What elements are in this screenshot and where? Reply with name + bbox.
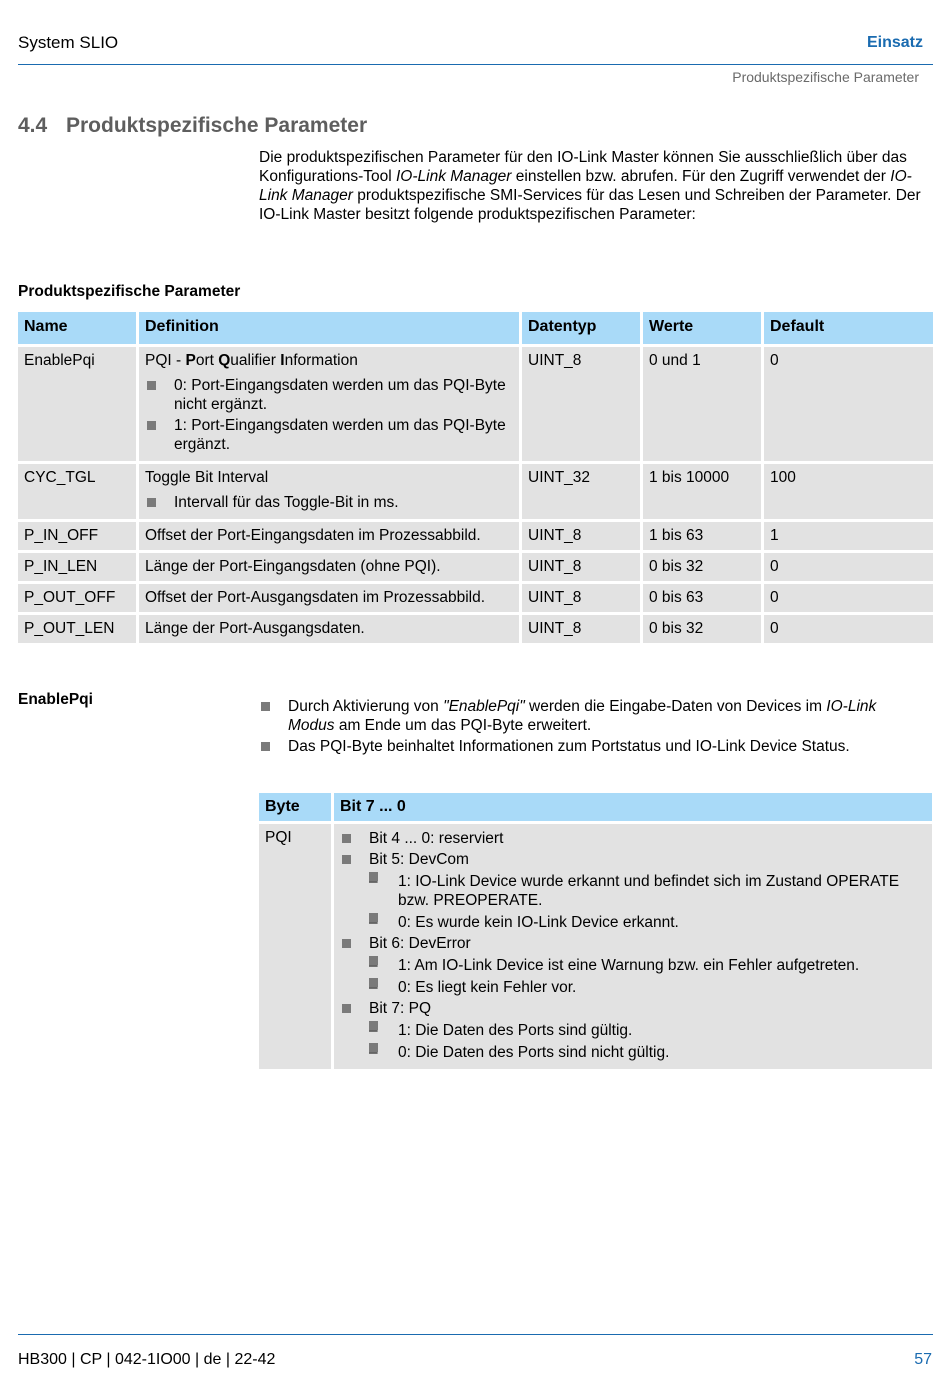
cell-default: 0 [764,347,933,461]
enablepqi-margin-label: EnablePqi [18,691,93,708]
cell-type: UINT_8 [522,553,640,581]
page-number: 57 [914,1351,932,1368]
header-chapter-title: Einsatz [866,34,923,51]
enablepqi-bullet-list [259,697,909,758]
table-row [18,615,933,643]
cell-values: 1 bis 63 [643,522,761,550]
cell-bits [334,824,932,1069]
intro-text-1: Die produktspezifischen Parameter für den IO-Link Master können Sie ausschließlich über das Konfigurations-Tool [259,149,907,185]
list-item: – 0: Es wurde kein IO-Link Device erkannt. [369,913,926,932]
header-product-name: System SLIO [18,33,119,52]
bullet-emphasis: "EnablePqi" [443,698,525,715]
list-item: – 1: IO-Link Device wurde erkannt und befindet sich im Zustand OPERATE bzw. PREOPERATE. [369,872,926,910]
definition-initial: Q [218,352,231,369]
bit-value-list [369,1021,926,1062]
definition-initial: I [280,352,285,369]
definition-text: ualifier [230,352,281,369]
cell-default: 0 [764,615,933,643]
definition-initial: P [185,352,196,369]
cell-values: 0 bis 63 [643,584,761,612]
cell-type: UINT_8 [522,347,640,461]
cell-default: 0 [764,584,933,612]
list-item [259,697,909,735]
list-item [340,829,926,848]
bit-label: Bit 7: PQ [369,1000,432,1017]
intro-emphasis-1: IO-Link Manager [396,168,512,185]
cell-default: 0 [764,553,933,581]
definition-bullet-list [145,376,513,454]
list-item: – 0: Es liegt kein Fehler vor. [369,978,926,997]
definition-text: PQI - [145,352,186,369]
list-item: Intervall für das Toggle-Bit in ms. [145,493,513,512]
list-item: – 1: Die Daten des Ports sind gültig. [369,1021,926,1040]
cell-byte: PQI [259,824,331,1069]
table-row [18,522,933,550]
cell-definition [139,347,519,461]
table-caption: Produktspezifische Parameter [18,283,241,300]
cell-default: 100 [764,464,933,519]
cell-definition: Offset der Port-Eingangsdaten im Prozessabbild. [139,522,519,550]
bit-label: Bit 4 ... 0: reserviert [369,830,504,847]
bit-value-list [369,956,926,997]
list-item [340,850,926,932]
footer-document-id: HB300 | CP | 042-1IO00 | de | 22-42 [18,1351,276,1368]
column-header: Byte [259,793,331,821]
cell-name: P_IN_LEN [18,553,136,581]
list-item [340,934,926,997]
cell-name: P_OUT_OFF [18,584,136,612]
table-row [18,584,933,612]
pqi-byte-table [256,790,935,1072]
definition-text: nformation [284,352,358,369]
cell-type: UINT_8 [522,615,640,643]
section-heading [18,114,367,138]
column-header: Datentyp [522,312,640,344]
definition-text: Toggle Bit Interval [145,469,269,486]
intro-text-2: einstellen bzw. abrufen. Für den Zugriff verwendet der [511,168,891,185]
bit-label: Bit 6: DevError [369,935,471,952]
bit-value-list [369,872,926,932]
section-title: Produktspezifische Parameter [66,114,368,137]
cell-type: UINT_8 [522,522,640,550]
cell-values: 0 bis 32 [643,615,761,643]
list-item: – 1: Am IO-Link Device ist eine Warnung bzw. ein Fehler aufgetreten. [369,956,926,975]
column-header: Definition [139,312,519,344]
parameter-table [15,309,936,646]
cell-type: UINT_32 [522,464,640,519]
list-item: 1: Port-Eingangsdaten werden um das PQI-Byte ergänzt. [145,416,513,454]
cell-name: P_IN_OFF [18,522,136,550]
header-section-subtitle: Produktspezifische Parameter [732,69,919,85]
bit-list [340,829,926,1062]
list-item: 0: Port-Eingangsdaten werden um das PQI-Byte nicht ergänzt. [145,376,513,414]
cell-definition [139,464,519,519]
cell-definition: Länge der Port-Ausgangsdaten. [139,615,519,643]
bullet-text: Durch Aktivierung von [288,698,444,715]
table-header-row [18,312,933,344]
header-divider [18,64,933,65]
table-row [18,553,933,581]
cell-values: 0 und 1 [643,347,761,461]
list-item: – 0: Die Daten des Ports sind nicht gültig. [369,1043,926,1062]
section-number: 4.4 [18,114,48,137]
cell-definition: Offset der Port-Ausgangsdaten im Prozessabbild. [139,584,519,612]
column-header: Werte [643,312,761,344]
cell-values: 0 bis 32 [643,553,761,581]
bullet-text: am Ende um das PQI-Byte erweitert. [334,717,592,734]
cell-name: EnablePqi [18,347,136,461]
cell-name: P_OUT_LEN [18,615,136,643]
table-row [259,824,932,1069]
cell-name: CYC_TGL [18,464,136,519]
column-header: Default [764,312,933,344]
intro-text-3: produktspezifische SMI-Services für das Lesen und Schreiben der Parameter. Der IO-Link Master besitzt folgende produktspezifischen Parameter: [259,187,921,223]
definition-text: ort [195,352,219,369]
intro-paragraph [259,148,934,224]
table-header-row [259,793,932,821]
intro-emphasis-2: IO-Link Manager [259,168,912,204]
bullet-emphasis: IO-Link Modus [288,698,877,734]
list-item: Das PQI-Byte beinhaltet Informationen zum Portstatus und IO-Link Device Status. [259,737,909,756]
bullet-text: werden die Eingabe-Daten von Devices im [524,698,827,715]
column-header: Bit 7 ... 0 [334,793,932,821]
footer-divider [18,1334,933,1335]
cell-values: 1 bis 10000 [643,464,761,519]
table-row [18,347,933,461]
column-header: Name [18,312,136,344]
cell-type: UINT_8 [522,584,640,612]
list-item [340,999,926,1062]
bit-label: Bit 5: DevCom [369,851,469,868]
cell-definition: Länge der Port-Eingangsdaten (ohne PQI). [139,553,519,581]
table-row [18,464,933,519]
cell-default: 1 [764,522,933,550]
definition-bullet-list [145,493,513,512]
